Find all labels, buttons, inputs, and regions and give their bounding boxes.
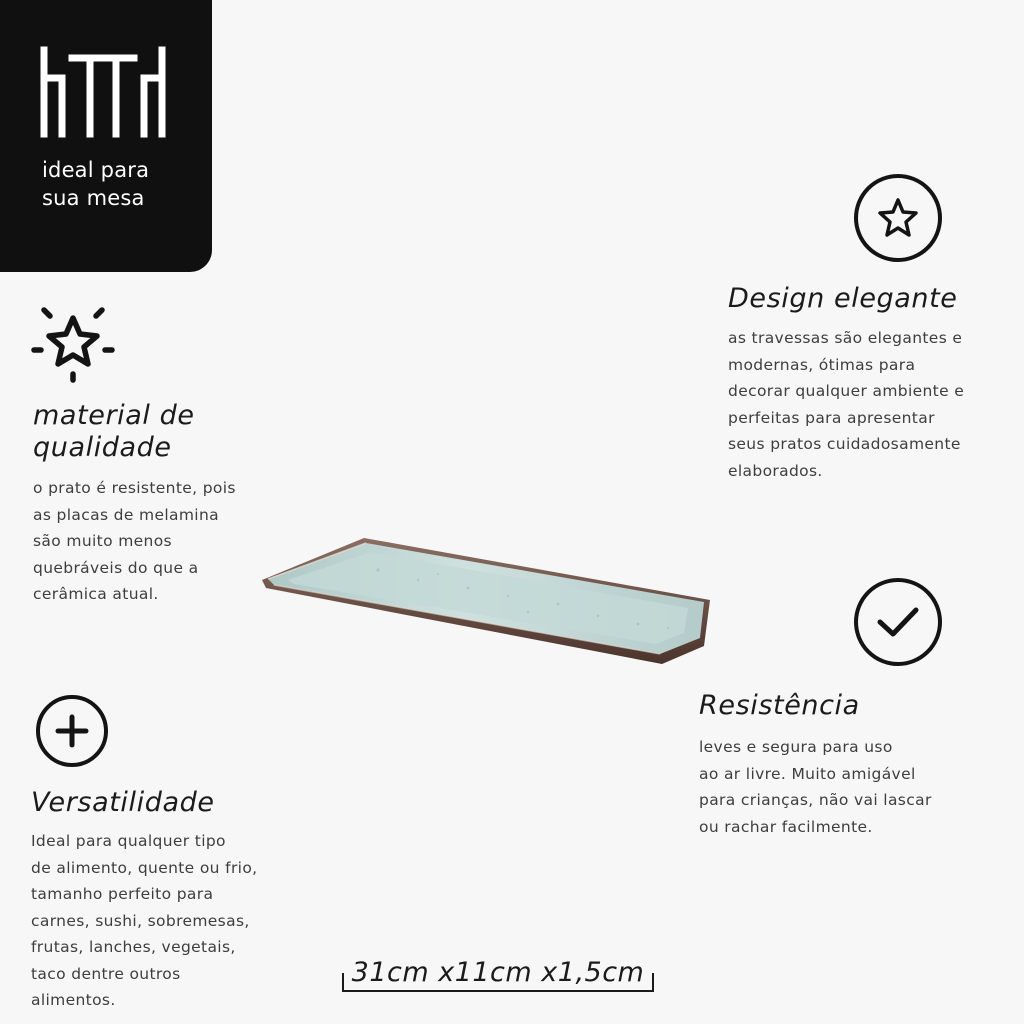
material-desc-line: as placas de melamina (33, 505, 219, 524)
resistencia-desc-line: leves e segura para uso (699, 738, 893, 756)
design-desc-line: seus pratos cuidadosamente (728, 435, 961, 453)
versatilidade-desc-line: tamanho perfeito para (31, 885, 214, 903)
material-desc-line: quebráveis do que a (33, 558, 199, 577)
dimensions-label (340, 955, 656, 995)
design-desc-line: decorar qualquer ambiente e (728, 382, 965, 400)
design-desc-line: elaborados. (728, 461, 823, 480)
versatilidade-desc-line: de alimento, quente ou frio, (31, 858, 258, 877)
design-desc-line: as travessas são elegantes e (728, 329, 963, 347)
versatilidade-description (31, 828, 257, 1014)
material-desc-line: são muito menos (33, 532, 172, 550)
sparkle-star-icon (30, 298, 116, 384)
versatilidade-title: Versatilidade (31, 787, 215, 818)
hth-logo (38, 46, 170, 138)
resistencia-title: Resistência (699, 690, 860, 721)
resistencia-desc-line: ou rachar facilmente. (699, 817, 873, 836)
resistencia-desc-line: ao ar livre. Muito amigável (699, 764, 916, 783)
plus-circle-icon (34, 693, 110, 769)
versatilidade-desc-line: taco dentre outros (31, 964, 181, 983)
versatilidade-desc-line: frutas, lanches, vegetais, (31, 938, 236, 956)
check-circle-icon (852, 576, 944, 668)
material-title-line1: material de (33, 400, 195, 431)
brand-tagline-line2: sua mesa (42, 186, 145, 210)
versatilidade-desc-line: alimentos. (31, 991, 116, 1009)
resistencia-description (699, 734, 932, 840)
material-title-line2: qualidade (33, 432, 172, 463)
design-title: Design elegante (728, 283, 958, 314)
dimensions-text: 31cm x11cm x1,5cm (351, 957, 645, 988)
material-description (33, 475, 236, 608)
resistencia-desc-line: para crianças, não vai lascar (699, 791, 932, 809)
design-desc-line: modernas, ótimas para (728, 355, 916, 374)
design-desc-line: perfeitas para apresentar (728, 408, 935, 427)
material-desc-line: o prato é resistente, pois (33, 479, 236, 497)
versatilidade-desc-line: carnes, sushi, sobremesas, (31, 911, 250, 930)
star-circle-icon (852, 172, 944, 264)
rectangular-plate-image (258, 530, 716, 672)
brand-tag (0, 0, 212, 272)
design-description (728, 325, 964, 484)
versatilidade-desc-line: Ideal para qualquer tipo (31, 832, 226, 850)
brand-tagline-line1: ideal para (42, 158, 150, 182)
brand-tagline (42, 156, 202, 212)
material-title (33, 400, 195, 464)
material-desc-line: cerâmica atual. (33, 585, 159, 603)
